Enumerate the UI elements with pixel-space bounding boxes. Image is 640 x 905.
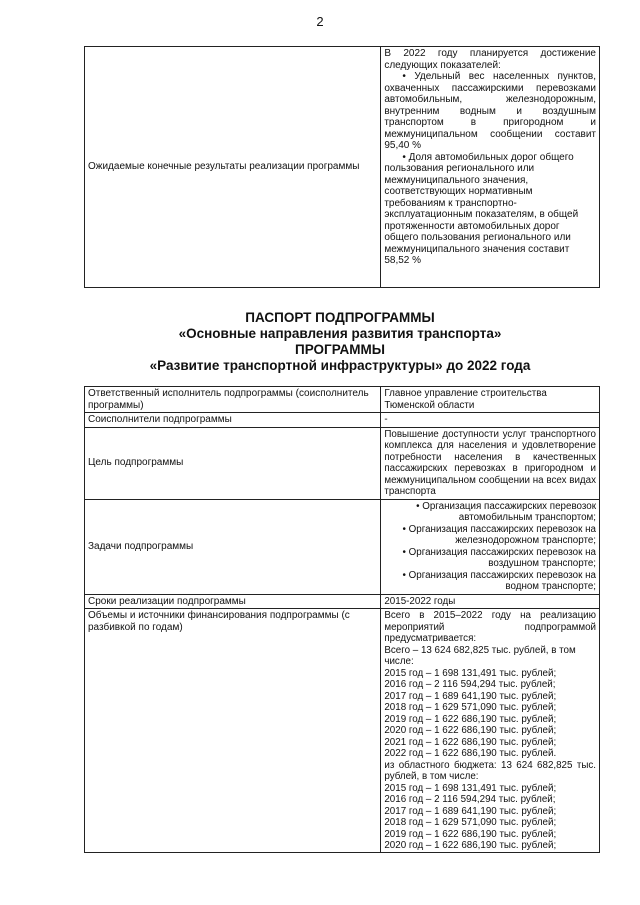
funding-regional-year: 2017 год – 1 689 641,190 тыс. рублей; xyxy=(384,805,557,817)
funding-regional-year: 2015 год – 1 698 131,491 тыс. рублей; xyxy=(384,782,557,794)
table-row xyxy=(85,387,600,413)
task-item: • Организация пассажирских перевозок автомобильным транспортом; xyxy=(416,500,596,523)
coexecutors-value: - xyxy=(381,413,600,428)
tasks-value xyxy=(381,499,600,594)
funding-year: 2016 год – 2 116 594,294 тыс. рублей; xyxy=(384,679,556,690)
executor-value: Главное управление строительства Тюменской области xyxy=(381,387,600,413)
heading-line: ПРОГРАММЫ xyxy=(295,342,385,357)
table-row xyxy=(85,427,600,499)
funding-year: 2019 год – 1 622 686,190 тыс. рублей; xyxy=(384,713,557,725)
funding-year: 2021 год – 1 622 686,190 тыс. рублей; xyxy=(384,736,557,748)
tasks-label: Задачи подпрограммы xyxy=(85,499,381,594)
results-item-1: • Удельный вес населенных пунктов, охваченных пассажирскими перевозками автомобильным, железнодорожным, внутренним водным и воздушным транспортом в пригородном и межмуниципальном сообщении составит 95,40 % xyxy=(384,71,596,151)
funding-regional-year: 2019 год – 1 622 686,190 тыс. рублей; xyxy=(384,828,557,840)
table-row xyxy=(85,499,600,594)
terms-label: Сроки реализации подпрограммы xyxy=(85,594,381,609)
results-value xyxy=(381,47,600,288)
heading-line: «Основные направления развития транспорта» xyxy=(178,326,502,341)
funding-year: 2015 год – 1 698 131,491 тыс. рублей; xyxy=(384,667,557,679)
table-row xyxy=(85,413,600,428)
executor-label: Ответственный исполнитель подпрограммы (соисполнитель программы) xyxy=(85,387,381,413)
results-label: Ожидаемые конечные результаты реализации программы xyxy=(85,47,381,288)
funding-total: Всего – 13 624 682,825 тыс. рублей, в том числе: xyxy=(384,644,576,667)
funding-year: 2018 год – 1 629 571,090 тыс. рублей; xyxy=(384,702,557,713)
funding-year: 2022 год – 1 622 686,190 тыс. рублей. xyxy=(384,748,557,759)
heading-line: «Развитие транспортной инфраструктуры» до 2022 года xyxy=(149,358,531,373)
funding-label: Объемы и источники финансирования подпрограммы (с разбивкой по годам) xyxy=(85,609,381,853)
funding-regional: из областного бюджета: 13 624 682,825 тыс. рублей, в том числе: xyxy=(384,759,596,782)
results-intro: В 2022 году планируется достижение следующих показателей: xyxy=(384,48,596,71)
funding-regional-year: 2020 год – 1 622 686,190 тыс. рублей; xyxy=(384,840,557,851)
funding-year: 2020 год – 1 622 686,190 тыс. рублей; xyxy=(384,725,557,736)
funding-intro: Всего в 2015–2022 году на реализацию мероприятий подпрограммой предусматривается: xyxy=(384,610,596,644)
terms-value: 2015-2022 годы xyxy=(381,594,600,609)
funding-regional-year: 2016 год – 2 116 594,294 тыс. рублей; xyxy=(384,794,556,805)
funding-regional-year: 2018 год – 1 629 571,090 тыс. рублей; xyxy=(384,817,557,828)
page-number: 2 xyxy=(316,14,324,29)
subprogram-heading xyxy=(60,310,620,374)
heading-line: ПАСПОРТ ПОДПРОГРАММЫ xyxy=(245,310,435,325)
task-item: • Организация пассажирских перевозок на железнодорожном транспорте; xyxy=(402,523,596,546)
goal-label: Цель подпрограммы xyxy=(85,427,381,499)
funding-year: 2017 год – 1 689 641,190 тыс. рублей; xyxy=(384,690,557,702)
funding-value xyxy=(381,609,600,853)
table-row xyxy=(85,609,600,853)
task-item: • Организация пассажирских перевозок на воздушном транспорте; xyxy=(402,546,596,569)
passport-table xyxy=(84,386,600,853)
results-table xyxy=(84,46,600,288)
results-item-2: • Доля автомобильных дорог общего пользования регионального или межмуниципального значения, соответствующих нормативным требованиям к транспортно-эксплуатационным показателям, в общей протяженности автомобильных дорог общего пользования регионального или межмуниципального значения составит 58,52 % xyxy=(384,151,579,266)
goal-value: Повышение доступности услуг транспортного комплекса для населения и удовлетворение потребности населения в качественных пассажирских перевозках в пригородном и межмуниципальном сообщении на всех видах транспорта xyxy=(381,427,600,499)
task-item: • Организация пассажирских перевозок на водном транспорте; xyxy=(402,569,596,592)
table-row xyxy=(85,594,600,609)
coexecutors-label: Соисполнители подпрограммы xyxy=(85,413,381,428)
table-row xyxy=(85,47,600,288)
